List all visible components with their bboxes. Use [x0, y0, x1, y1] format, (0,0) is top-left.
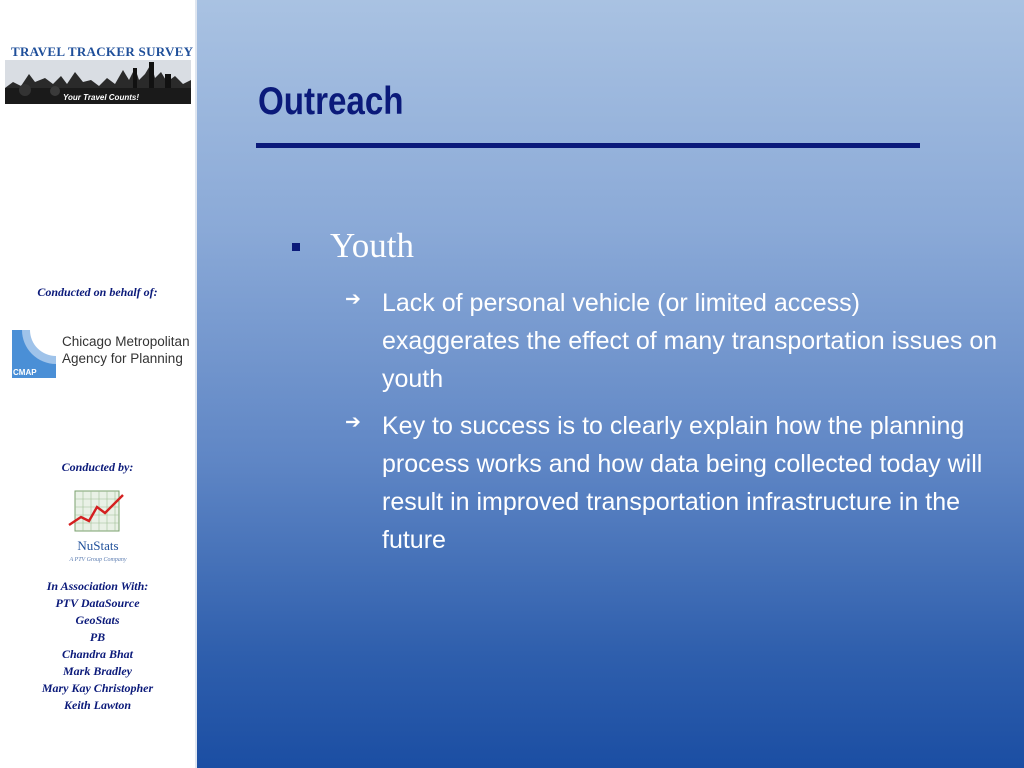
partner-item: GeoStats	[75, 613, 120, 627]
sidebar	[0, 0, 197, 768]
slide-title: Outreach	[258, 80, 404, 123]
partner-item: Keith Lawton	[63, 698, 131, 712]
arrow-right-icon: ➔	[345, 288, 361, 310]
partner-item: Mary Kay Christopher	[41, 681, 154, 695]
title-underline	[256, 143, 920, 148]
subbullet-text: Key to success is to clearly explain how the planning process works and how data being collected today will result in improved transportation infrastructure in the future	[382, 412, 983, 554]
association-heading: In Association With:	[46, 579, 149, 593]
tts-logo-title: TRAVEL TRACKER SURVEY	[11, 44, 194, 59]
partner-item: PB	[89, 630, 106, 644]
partner-item: PTV DataSource	[55, 596, 140, 610]
subbullet-text: Lack of personal vehicle (or limited access) exaggerates the effect of many transportation issues on youth	[382, 289, 998, 393]
nustats-logo	[65, 487, 131, 569]
nustats-chart-icon	[65, 487, 131, 537]
bullet-text: Youth	[330, 226, 414, 265]
travel-tracker-survey-logo	[5, 44, 194, 104]
square-bullet-icon	[292, 243, 300, 251]
conducted-on-behalf-label: Conducted on behalf of:	[37, 285, 158, 299]
nustats-logo-subtitle: A PTV Group Company	[69, 557, 127, 563]
conducted-by-label: Conducted by:	[61, 460, 134, 474]
association-list	[0, 578, 195, 714]
cmap-logo	[12, 330, 188, 380]
partner-item: Chandra Bhat	[61, 647, 134, 661]
cmap-logo-abbr: CMAP	[13, 368, 37, 377]
tts-logo-tagline: Your Travel Counts!	[62, 93, 139, 102]
cmap-logo-line1: Chicago Metropolitan	[62, 334, 190, 349]
partner-item: Mark Bradley	[63, 664, 132, 678]
cmap-logo-line2: Agency for Planning	[62, 351, 183, 366]
nustats-logo-name: NuStats	[77, 538, 119, 553]
cmap-logo-text	[62, 333, 190, 367]
arrow-right-icon: ➔	[345, 411, 361, 433]
